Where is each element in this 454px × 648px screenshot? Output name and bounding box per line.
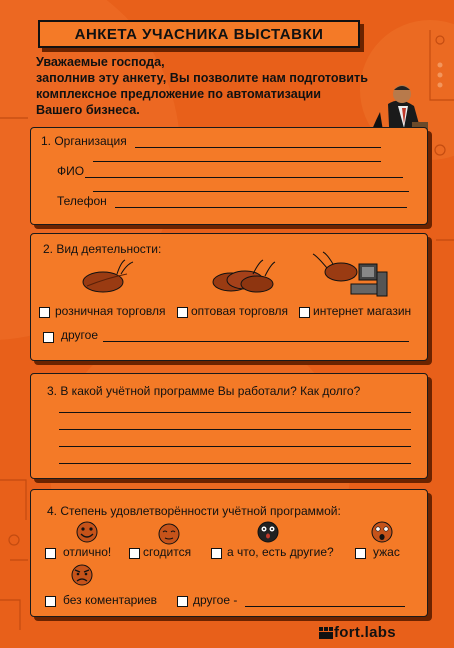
- phone-label: Телефон: [57, 194, 107, 208]
- snail-retail-icon: [77, 256, 137, 296]
- company-logo: fort.labs: [334, 624, 396, 641]
- activity-panel: [30, 233, 428, 361]
- excellent-checkbox[interactable]: [45, 548, 56, 559]
- form-title: АНКЕТА УЧАСНИКА ВЫСТАВКИ: [38, 20, 360, 48]
- fio-label: ФИО: [57, 164, 85, 178]
- phone-input[interactable]: [115, 207, 407, 208]
- other-activity-input[interactable]: [103, 341, 409, 342]
- other-satisfaction-label: другое -: [193, 593, 238, 607]
- intro-line: комплексное предложение по автоматизации: [36, 87, 321, 101]
- organization-label: 1. Организация: [41, 134, 127, 148]
- retail-checkbox[interactable]: [39, 307, 50, 318]
- content-face-icon: [157, 522, 181, 546]
- software-answer-line-1[interactable]: [59, 412, 411, 413]
- no-comment-checkbox[interactable]: [45, 596, 56, 607]
- snail-computer-icon: [311, 250, 391, 302]
- other-activity-label: другое: [61, 328, 99, 342]
- acceptable-checkbox[interactable]: [129, 548, 140, 559]
- wholesale-label: оптовая торговля: [191, 304, 289, 318]
- fio-input-line2[interactable]: [93, 191, 409, 192]
- fio-input[interactable]: [85, 177, 403, 178]
- retail-label: розничная торговля: [55, 304, 166, 318]
- online-store-label: интернет магазин: [313, 304, 412, 318]
- online-store-checkbox[interactable]: [299, 307, 310, 318]
- intro-line: Уважаемые господа,: [36, 55, 165, 69]
- intro-line: Вашего бизнеса.: [36, 103, 140, 117]
- software-answer-line-3[interactable]: [59, 446, 411, 447]
- are-there-others-label: а что, есть другие?: [227, 545, 334, 559]
- organization-input[interactable]: [135, 147, 381, 148]
- organization-input-line2[interactable]: [93, 161, 381, 162]
- satisfaction-panel: [30, 489, 428, 617]
- horrified-face-icon: [369, 518, 395, 544]
- software-answer-line-2[interactable]: [59, 429, 411, 430]
- activity-heading: 2. Вид деятельности:: [43, 242, 162, 256]
- other-satisfaction-checkbox[interactable]: [177, 596, 188, 607]
- shocked-face-icon: [255, 518, 281, 544]
- are-there-others-checkbox[interactable]: [211, 548, 222, 559]
- software-question: 3. В какой учётной программе Вы работали? Как долго?: [47, 384, 361, 398]
- no-comment-label: без коментариев: [63, 593, 158, 607]
- satisfaction-heading: 4. Степень удовлетворённости учётной программой:: [47, 504, 341, 518]
- snails-wholesale-icon: [209, 254, 279, 298]
- organization-panel: [30, 127, 428, 225]
- excellent-label: отлично!: [63, 545, 112, 559]
- other-activity-checkbox[interactable]: [43, 332, 54, 343]
- software-panel: [30, 373, 428, 479]
- awful-label: ужас: [373, 545, 400, 559]
- other-satisfaction-input[interactable]: [245, 606, 405, 607]
- fortlabs-logo-icon: [318, 624, 334, 640]
- intro-line: заполнив эту анкету, Вы позволите нам подготовить: [36, 71, 368, 85]
- angry-face-icon: [69, 562, 95, 588]
- awful-checkbox[interactable]: [355, 548, 366, 559]
- wholesale-checkbox[interactable]: [177, 307, 188, 318]
- software-answer-line-4[interactable]: [59, 463, 411, 464]
- acceptable-label: сгодится: [143, 545, 192, 559]
- happy-face-icon: [75, 520, 99, 544]
